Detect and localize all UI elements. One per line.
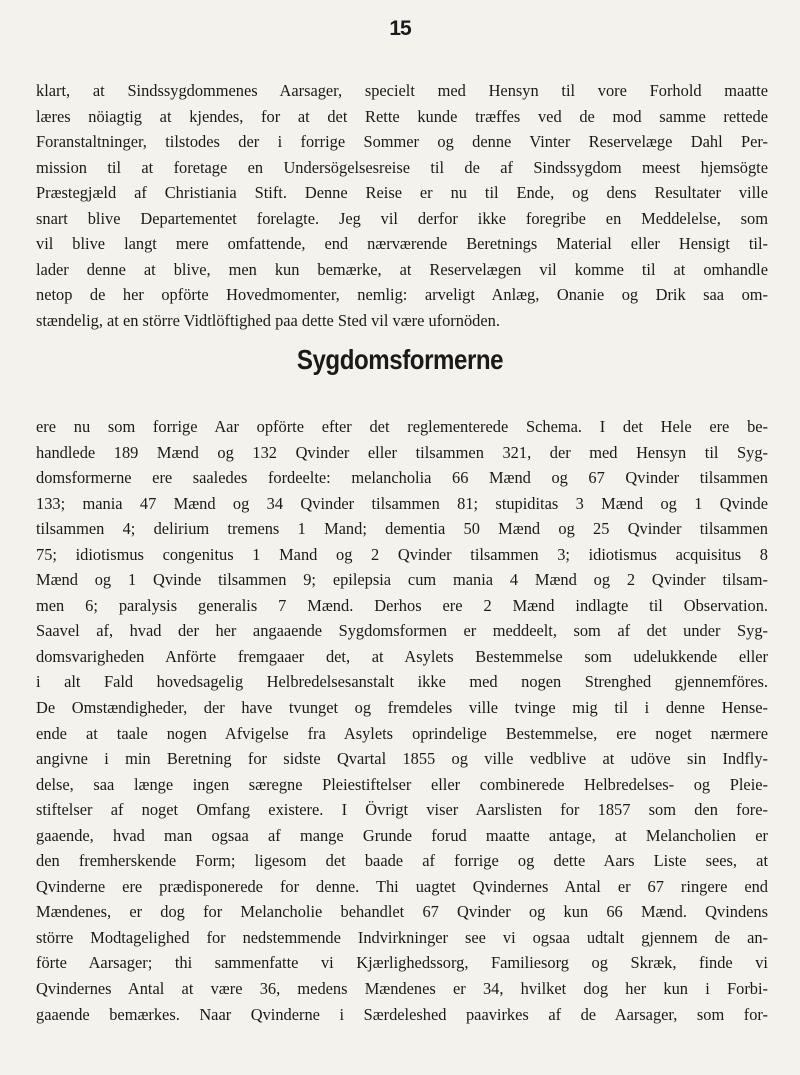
paragraph-2 (36, 414, 768, 1027)
text-line: tilsammen 4; delirium tremens 1 Mand; dementia 50 Mænd og 25 Qvinder tilsammen (36, 519, 768, 539)
text-line: ende at taale nogen Afvigelse fra Asylets oprindelige Bestemmelse, ere noget nærmere (36, 723, 768, 743)
page-number: 15 (389, 17, 411, 40)
text-line: stiftelser af noget Omfang existere. I Övrigt viser Aarslisten for 1857 som den fore- (36, 800, 768, 820)
text-line: i alt Fald hovedsagelig Helbredelsesanstalt ikke med nogen Strenghed gjennemföres. (36, 672, 768, 692)
text-line: den fremherskende Form; ligesom det baade af forrige og dette Aars Liste sees, at (36, 851, 768, 871)
section-heading: Sygdomsformerne (296, 344, 504, 375)
text-line: Præstegjæld af Christiania Stift. Denne Reise er nu til Ende, og dens Resultater ville (36, 183, 768, 203)
text-line: snart blive Departementet forelagte. Jeg vil derfor ikke foregribe en Meddelelse, som (36, 208, 768, 228)
text-line: vil blive langt mere omfattende, end nærværende Beretnings Material eller Hensigt til- (36, 234, 768, 254)
text-line: Foranstaltninger, tilstodes der i forrige Sommer og denne Vinter Reservelæge Dahl Per- (36, 132, 768, 152)
text-line: netop de her opförte Hovedmomenter, nemlig: arveligt Anlæg, Onanie og Drik saa om- (36, 285, 768, 305)
text-line: Mændenes, er dog for Melancholie behandlet 67 Qvinder og kun 66 Mænd. Qvindens (36, 902, 768, 922)
text-line: angivne i min Beretning for sidste Qvartal 1855 og ville vedblive at udöve sin Indfly- (36, 749, 768, 769)
text-line: domsvarigheden Anförte fremgaaer det, at Asylets Bestemmelse som udelukkende eller (36, 646, 768, 666)
text-line: domsformerne ere saaledes fordeelte: melancholia 66 Mænd og 67 Qvinder tilsammen (36, 468, 768, 488)
text-line: handlede 189 Mænd og 132 Qvinder eller tilsammen 321, der med Hensyn til Syg- (36, 442, 768, 462)
text-line: delse, saa længe ingen særegne Pleiestiftelser eller combinerede Helbredelses- og Pleie- (36, 774, 768, 794)
text-line: stændelig, at en större Vidtlöftighed paa dette Sted vil være ufornöden. (36, 310, 500, 330)
text-line: gaaende, hvad man ogsaa af mange Grunde forud maatte antage, at Melancholien er (36, 825, 768, 845)
text-line: ere nu som forrige Aar opförte efter det reglementerede Schema. I det Hele ere be- (36, 417, 768, 436)
text-line: klart, at Sindssygdommenes Aarsager, specielt med Hensyn til vore Forhold maatte (36, 81, 768, 100)
text-line: De Omstændigheder, der have tvunget og fremdeles ville tvinge mig til i denne Hense- (36, 698, 768, 718)
text-line: Qvindernes Antal at være 36, medens Mændenes er 34, hvilket dog her kun i Forbi- (36, 979, 768, 999)
text-line: Mænd og 1 Qvinde tilsammen 9; epilepsia cum mania 4 Mænd og 2 Qvinder tilsam- (36, 570, 768, 590)
text-line: 75; idiotismus congenitus 1 Mand og 2 Qvinder tilsammen 3; idiotismus acquisitus 8 (36, 544, 768, 564)
text-line: Saavel af, hvad der her angaaende Sygdomsformen er meddeelt, som af det under Syg- (36, 621, 768, 641)
text-line: Qvinderne ere prædisponerede for denne. Thi uagtet Qvindernes Antal er 67 ringere end (36, 876, 768, 896)
text-line: lader denne at blive, men kun bemærke, at Reservelægen vil komme til at omhandle (36, 259, 768, 279)
text-line: 133; mania 47 Mænd og 34 Qvinder tilsammen 81; stupiditas 3 Mænd og 1 Qvinde (36, 493, 768, 513)
text-line: læres nöiagtig at kjendes, for at det Rette kunde træffes ved de mod samme rettede (36, 106, 768, 126)
text-line: mission til at foretage en Undersögelsesreise til de af Sindssygdom meest hjemsögte (36, 157, 768, 177)
text-line: större Modtagelighed for nedstemmende Indvirkninger see vi ogsaa udtalt gjennem de an- (36, 927, 768, 947)
paragraph-1 (36, 78, 768, 333)
text-line: men 6; paralysis generalis 7 Mænd. Derhos ere 2 Mænd indlagte til Observation. (36, 595, 768, 615)
text-line: gaaende bemærkes. Naar Qvinderne i Særdeleshed paavirkes af de Aarsager, som for- (36, 1004, 768, 1024)
text-line: förte Aarsager; thi sammenfatte vi Kjærlighedssorg, Familiesorg og Skræk, finde vi (36, 953, 768, 973)
